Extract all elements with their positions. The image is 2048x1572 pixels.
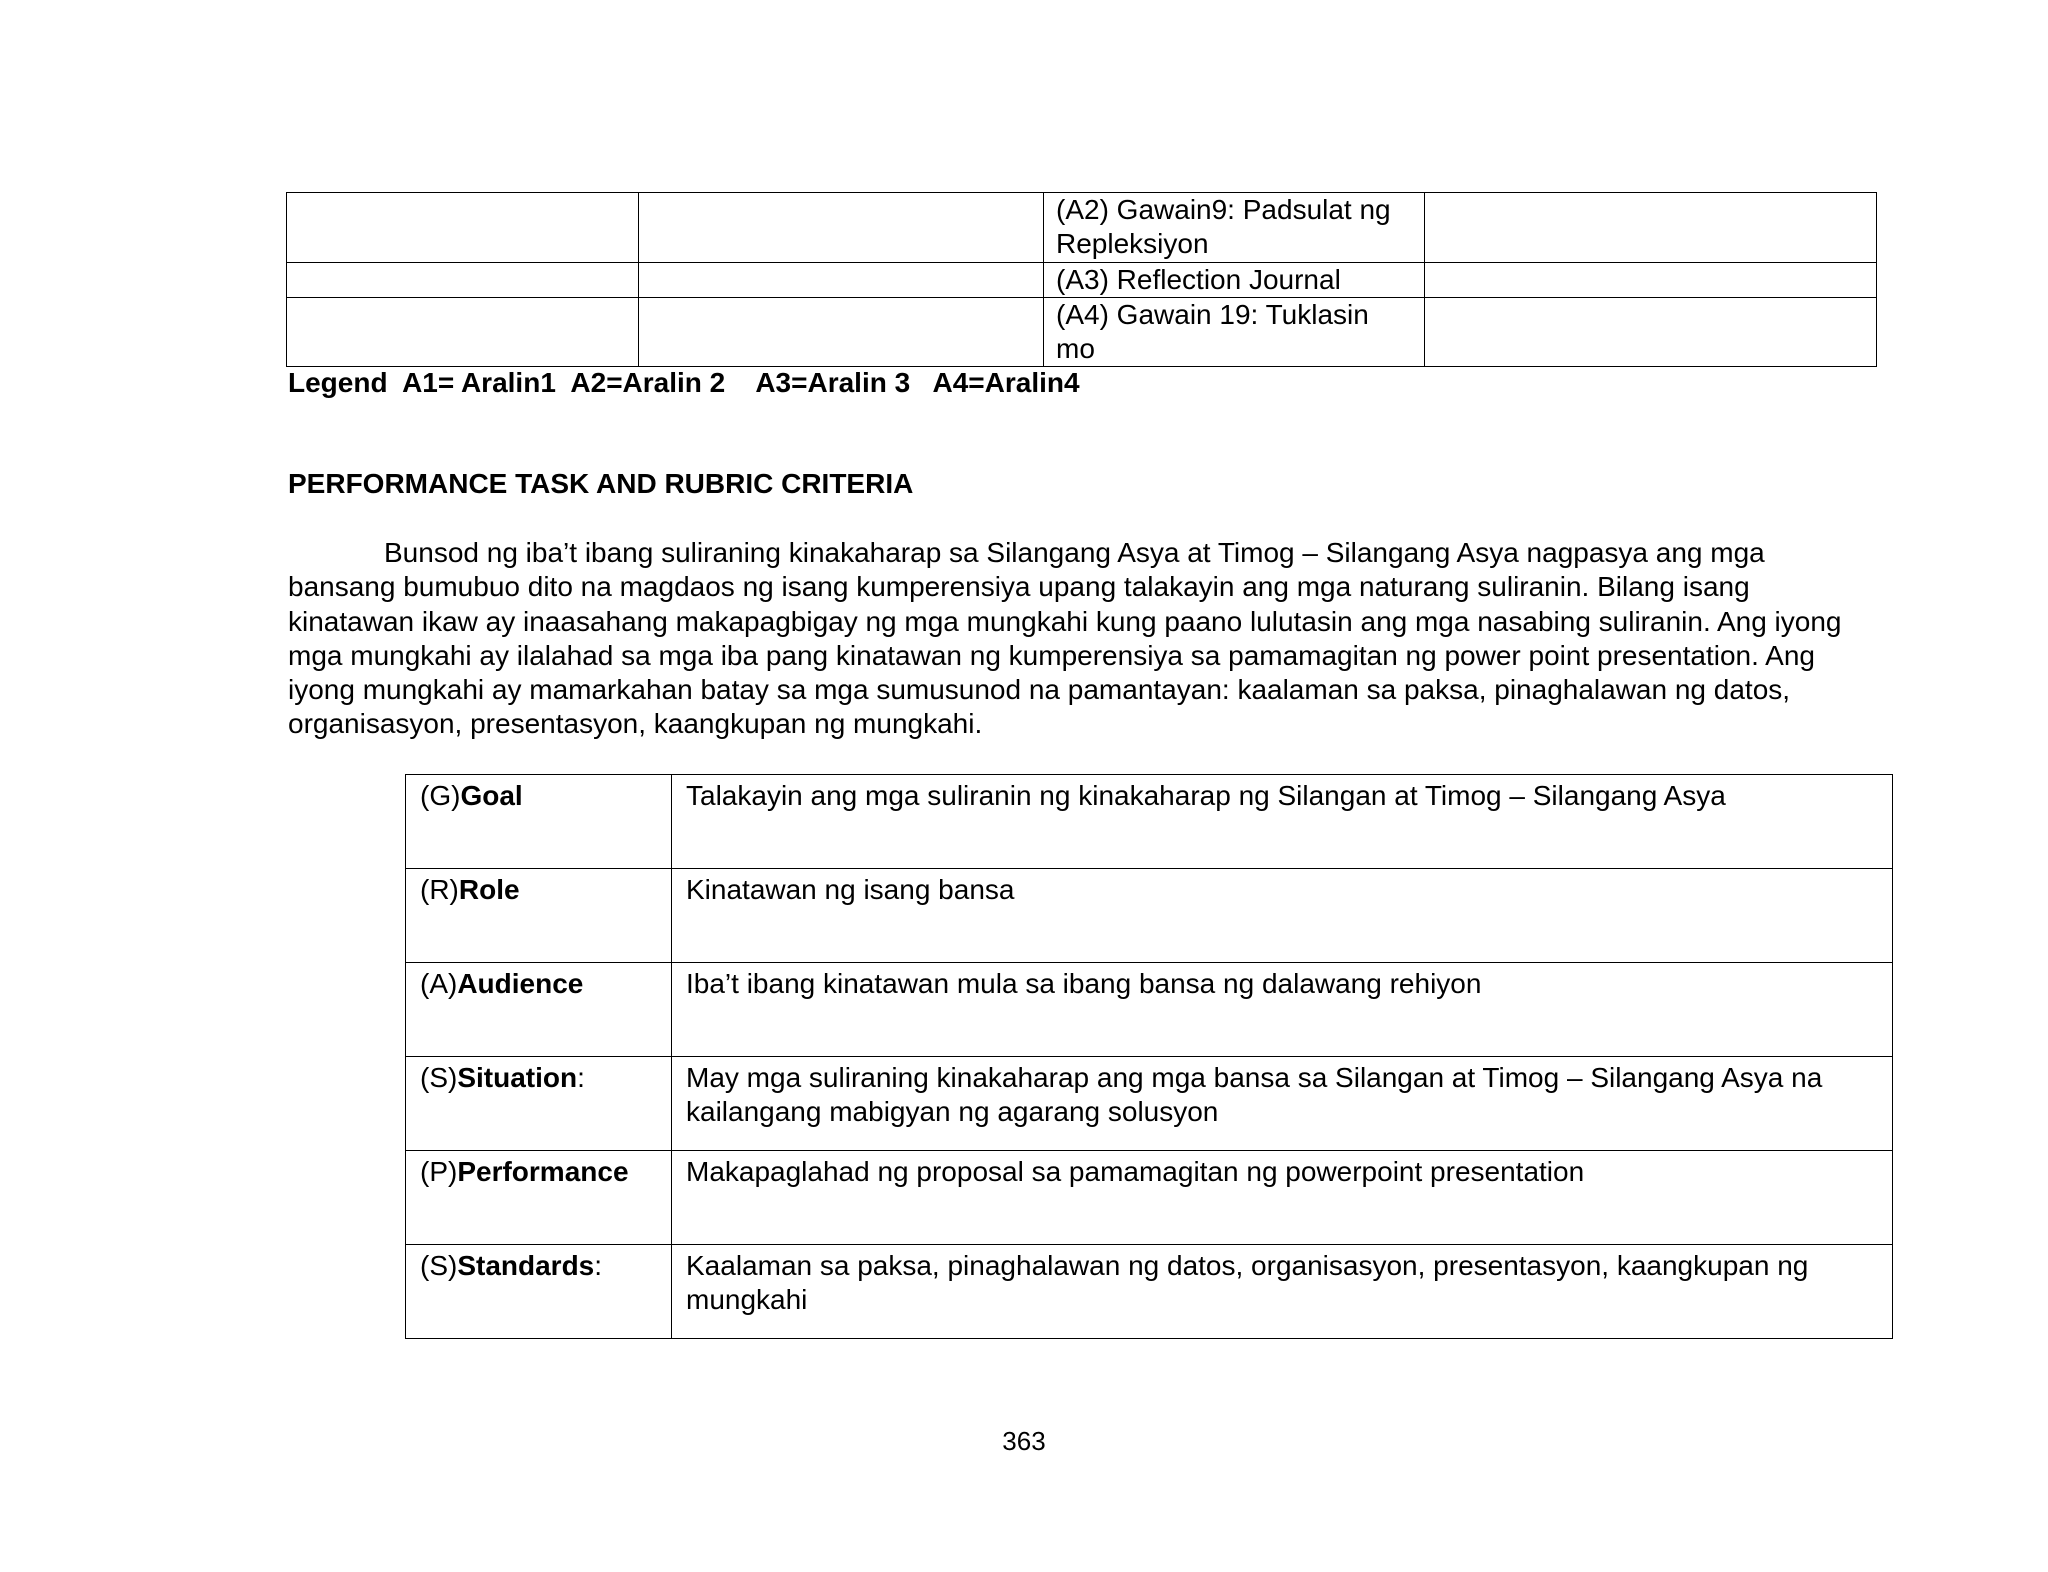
activity-cell: (A2) Gawain9: Padsulat ng Repleksiyon	[1044, 193, 1425, 263]
table-cell	[639, 298, 1044, 367]
label-suffix: :	[594, 1250, 603, 1281]
label-prefix: (S)	[420, 1250, 458, 1281]
label-prefix: (P)	[420, 1156, 458, 1187]
grasps-label	[406, 1057, 672, 1151]
intro-paragraph: Bunsod ng iba’t ibang suliraning kinakaharap sa Silangang Asya at Timog – Silangang Asya nagpasya ang mga bansang bumubuo dito na magdaos ng isang kumperensiya upang talakayin ang mga naturang suliranin. Bilang isang kinatawan ikaw ay inaasahang makapagbigay ng mga mungkahi kung paano lulutasin ang mga nasabing suliranin. Ang iyong mga mungkahi ay ilalahad sa mga iba pang kinatawan ng kumperensiya sa pamamagitan ng power point presentation. Ang iyong mungkahi ay mamarkahan batay sa mga sumusunod na pamantayan: kaalaman sa paksa, pinaghalawan ng datos, organisasyon, presentasyon, kaangkupan ng mungkahi.	[288, 537, 1842, 740]
label-key: Goal	[460, 780, 523, 811]
page-number: 363	[1002, 1426, 1046, 1456]
grasps-label	[406, 963, 672, 1057]
grasps-row-audience	[406, 963, 1893, 1057]
label-key: Audience	[457, 968, 584, 999]
activity-cell: (A4) Gawain 19: Tuklasin mo	[1044, 298, 1425, 367]
table-cell	[287, 263, 639, 298]
label-prefix: (R)	[420, 874, 459, 905]
grasps-label	[406, 1245, 672, 1339]
table-cell	[639, 193, 1044, 263]
label-prefix: (A)	[420, 968, 458, 999]
label-prefix: (S)	[420, 1062, 458, 1093]
grasps-label	[406, 1151, 672, 1245]
table-row	[287, 193, 1877, 263]
grasps-row-goal	[406, 775, 1893, 869]
label-suffix: :	[577, 1062, 585, 1093]
grasps-table	[405, 774, 1893, 1339]
grasps-row-standards	[406, 1245, 1893, 1339]
grasps-description: Makapaglahad ng proposal sa pamamagitan ng powerpoint presentation	[672, 1151, 1893, 1245]
table-cell	[639, 263, 1044, 298]
table-row	[287, 263, 1877, 298]
grasps-description: May mga suliraning kinakaharap ang mga bansa sa Silangan at Timog – Silangang Asya na kailangang mabigyan ng agarang solusyon	[672, 1057, 1893, 1151]
table-row	[287, 298, 1877, 367]
activity-cell: (A3) Reflection Journal	[1044, 263, 1425, 298]
grasps-row-situation	[406, 1057, 1893, 1151]
label-key: Role	[458, 874, 520, 905]
section-heading: PERFORMANCE TASK AND RUBRIC CRITERIA	[288, 468, 914, 499]
grasps-description: Kaalaman sa paksa, pinaghalawan ng datos, organisasyon, presentasyon, kaangkupan ng mungkahi	[672, 1245, 1893, 1339]
grasps-row-performance	[406, 1151, 1893, 1245]
table-cell	[1425, 193, 1877, 263]
label-prefix: (G)	[420, 780, 461, 811]
table-cell	[287, 298, 639, 367]
label-key: Standards	[457, 1250, 595, 1281]
grasps-description: Iba’t ibang kinatawan mula sa ibang bansa ng dalawang rehiyon	[672, 963, 1893, 1057]
grasps-description: Kinatawan ng isang bansa	[672, 869, 1893, 963]
grasps-row-role	[406, 869, 1893, 963]
table-cell	[287, 193, 639, 263]
grasps-label	[406, 775, 672, 869]
grasps-label	[406, 869, 672, 963]
table-cell	[1425, 263, 1877, 298]
legend: Legend A1= Aralin1 A2=Aralin 2 A3=Aralin 3 A4=Aralin4	[288, 367, 1080, 398]
continued-assessment-table	[286, 192, 1877, 367]
label-key: Situation	[457, 1062, 578, 1093]
grasps-description: Talakayin ang mga suliranin ng kinakaharap ng Silangan at Timog – Silangang Asya	[672, 775, 1893, 869]
label-key: Performance	[457, 1156, 629, 1187]
table-cell	[1425, 298, 1877, 367]
